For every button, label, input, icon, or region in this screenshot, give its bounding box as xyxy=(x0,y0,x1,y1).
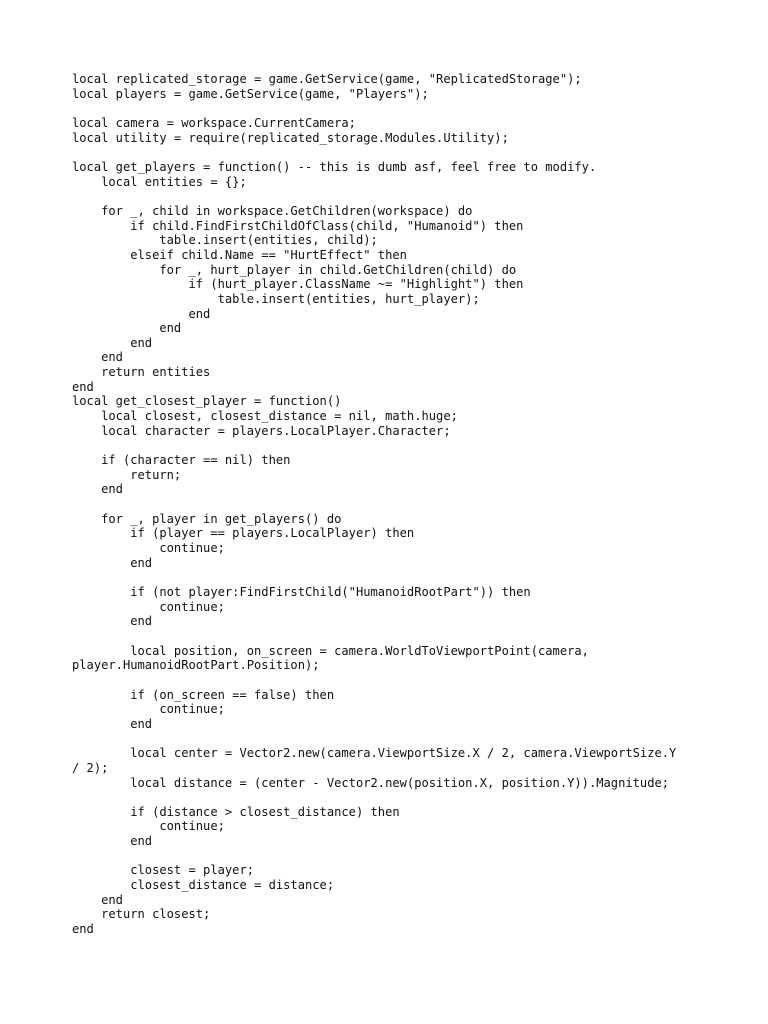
code-line: continue; xyxy=(72,819,225,834)
code-line: end xyxy=(72,321,182,336)
code-line xyxy=(72,497,712,512)
code-line: if (hurt_player.ClassName ~= "Highlight") then xyxy=(72,277,524,292)
code-line: end xyxy=(72,834,153,849)
code-line: local players = game.GetService(game, "Players"); xyxy=(72,86,429,101)
code-line: local get_closest_player = function() xyxy=(72,394,342,409)
code-line xyxy=(72,570,712,585)
code-line xyxy=(72,732,712,747)
code-line: if child.FindFirstChildOfClass(child, "Humanoid") then xyxy=(72,218,524,233)
code-line: return closest; xyxy=(72,907,211,922)
code-line: return entities xyxy=(72,365,211,380)
code-line: end xyxy=(72,922,94,937)
code-line: local distance = (center - Vector2.new(position.X, position.Y)).Magnitude; xyxy=(72,775,670,790)
code-line xyxy=(72,790,712,805)
code-line: end xyxy=(72,716,153,731)
code-block xyxy=(72,72,712,937)
code-line: end xyxy=(72,892,123,907)
code-line: continue; xyxy=(72,702,225,717)
code-line: end xyxy=(72,482,123,497)
code-line: for _, hurt_player in child.GetChildren(child) do xyxy=(72,262,517,277)
code-line: local center = Vector2.new(camera.ViewportSize.X / 2, camera.ViewportSize.Y xyxy=(72,746,677,761)
code-line: end xyxy=(72,350,123,365)
code-line: table.insert(entities, child); xyxy=(72,233,378,248)
code-line: end xyxy=(72,335,153,350)
code-line: end xyxy=(72,555,153,570)
code-line: local utility = require(replicated_storage.Modules.Utility); xyxy=(72,130,509,145)
code-line: continue; xyxy=(72,599,225,614)
code-line: end xyxy=(72,379,94,394)
code-line: closest_distance = distance; xyxy=(72,878,335,893)
code-line: / 2); xyxy=(72,760,109,775)
code-line xyxy=(72,629,712,644)
code-line: local character = players.LocalPlayer.Character; xyxy=(72,423,451,438)
code-line xyxy=(72,673,712,688)
code-line: player.HumanoidRootPart.Position); xyxy=(72,658,320,673)
code-line: for _, player in get_players() do xyxy=(72,511,342,526)
code-line: if (player == players.LocalPlayer) then xyxy=(72,526,415,541)
code-line xyxy=(72,189,712,204)
code-line: for _, child in workspace.GetChildren(workspace) do xyxy=(72,203,473,218)
code-line xyxy=(72,145,712,160)
code-line: local get_players = function() -- this is dumb asf, feel free to modify. xyxy=(72,159,597,174)
code-line: return; xyxy=(72,467,182,482)
code-line: local entities = {}; xyxy=(72,174,247,189)
code-line: continue; xyxy=(72,541,225,555)
code-line: local replicated_storage = game.GetService(game, "ReplicatedStorage"); xyxy=(72,72,582,86)
code-line: local closest, closest_distance = nil, math.huge; xyxy=(72,409,458,424)
code-line: closest = player; xyxy=(72,863,255,878)
code-line: if (distance > closest_distance) then xyxy=(72,804,400,819)
code-line: if (not player:FindFirstChild("HumanoidRootPart")) then xyxy=(72,584,531,599)
code-line xyxy=(72,101,712,116)
code-line: end xyxy=(72,306,211,321)
code-line: local position, on_screen = camera.WorldToViewportPoint(camera, xyxy=(72,643,589,658)
code-line: local camera = workspace.CurrentCamera; xyxy=(72,115,356,130)
code-line xyxy=(72,438,712,453)
code-line: elseif child.Name == "HurtEffect" then xyxy=(72,247,407,262)
code-line xyxy=(72,849,712,864)
code-line: end xyxy=(72,614,153,629)
code-line: if (on_screen == false) then xyxy=(72,687,335,702)
code-line: if (character == nil) then xyxy=(72,453,291,468)
code-line: table.insert(entities, hurt_player); xyxy=(72,291,480,306)
